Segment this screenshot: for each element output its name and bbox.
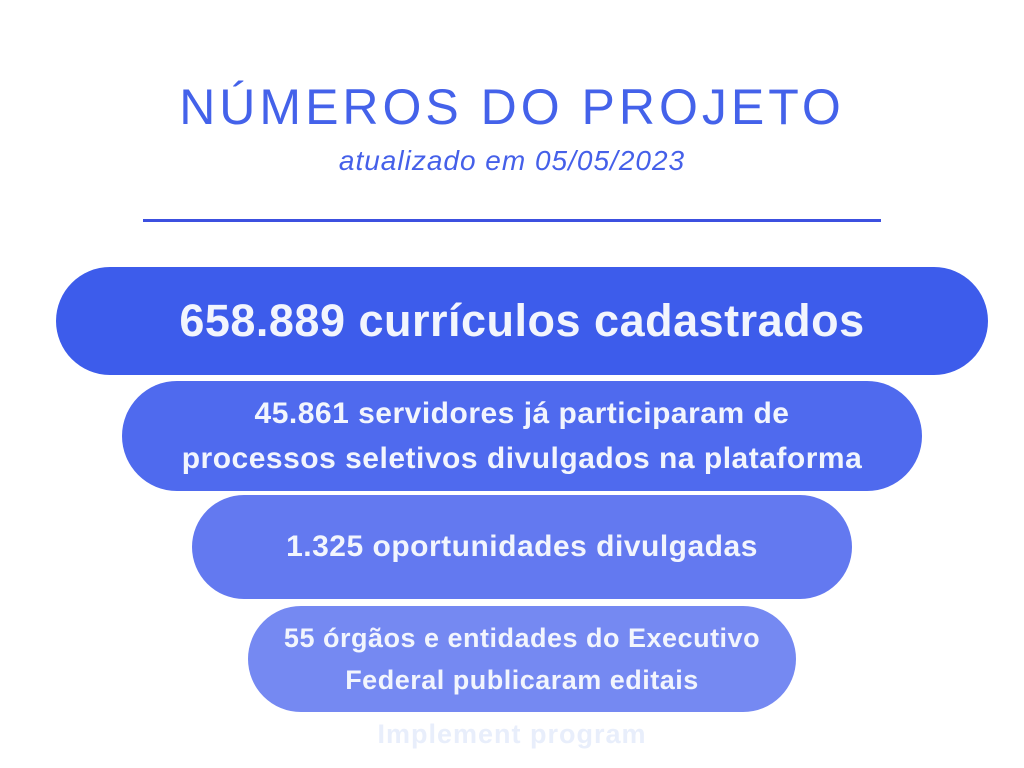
stat-text-line: processos seletivos divulgados na plataforma — [181, 442, 863, 475]
stat-pill-oportunidades-divulgadas — [192, 495, 852, 599]
footer — [0, 719, 1024, 750]
stat-text-line: 658.889 currículos cadastrados — [179, 295, 865, 346]
header — [0, 0, 1024, 177]
stat-pill-servidores-participaram — [122, 381, 922, 491]
stat-pill-curriculos-cadastrados — [56, 267, 988, 375]
update-date: atualizado em 05/05/2023 — [338, 145, 686, 176]
stat-text-line: Federal publicaram editais — [345, 665, 699, 695]
divider-line — [143, 219, 881, 222]
page-title: NÚMEROS DO PROJETO — [179, 79, 845, 135]
stat-text-line: 55 órgãos e entidades do Executivo — [283, 623, 761, 653]
stat-text-line: 1.325 oportunidades divulgadas — [286, 530, 758, 563]
stat-text-line: 45.861 servidores já participaram de — [254, 397, 790, 430]
funnel-chart — [10, 267, 1024, 712]
watermark-text: Implement program — [377, 719, 647, 749]
stat-pill-orgaos-entidades — [248, 606, 796, 712]
